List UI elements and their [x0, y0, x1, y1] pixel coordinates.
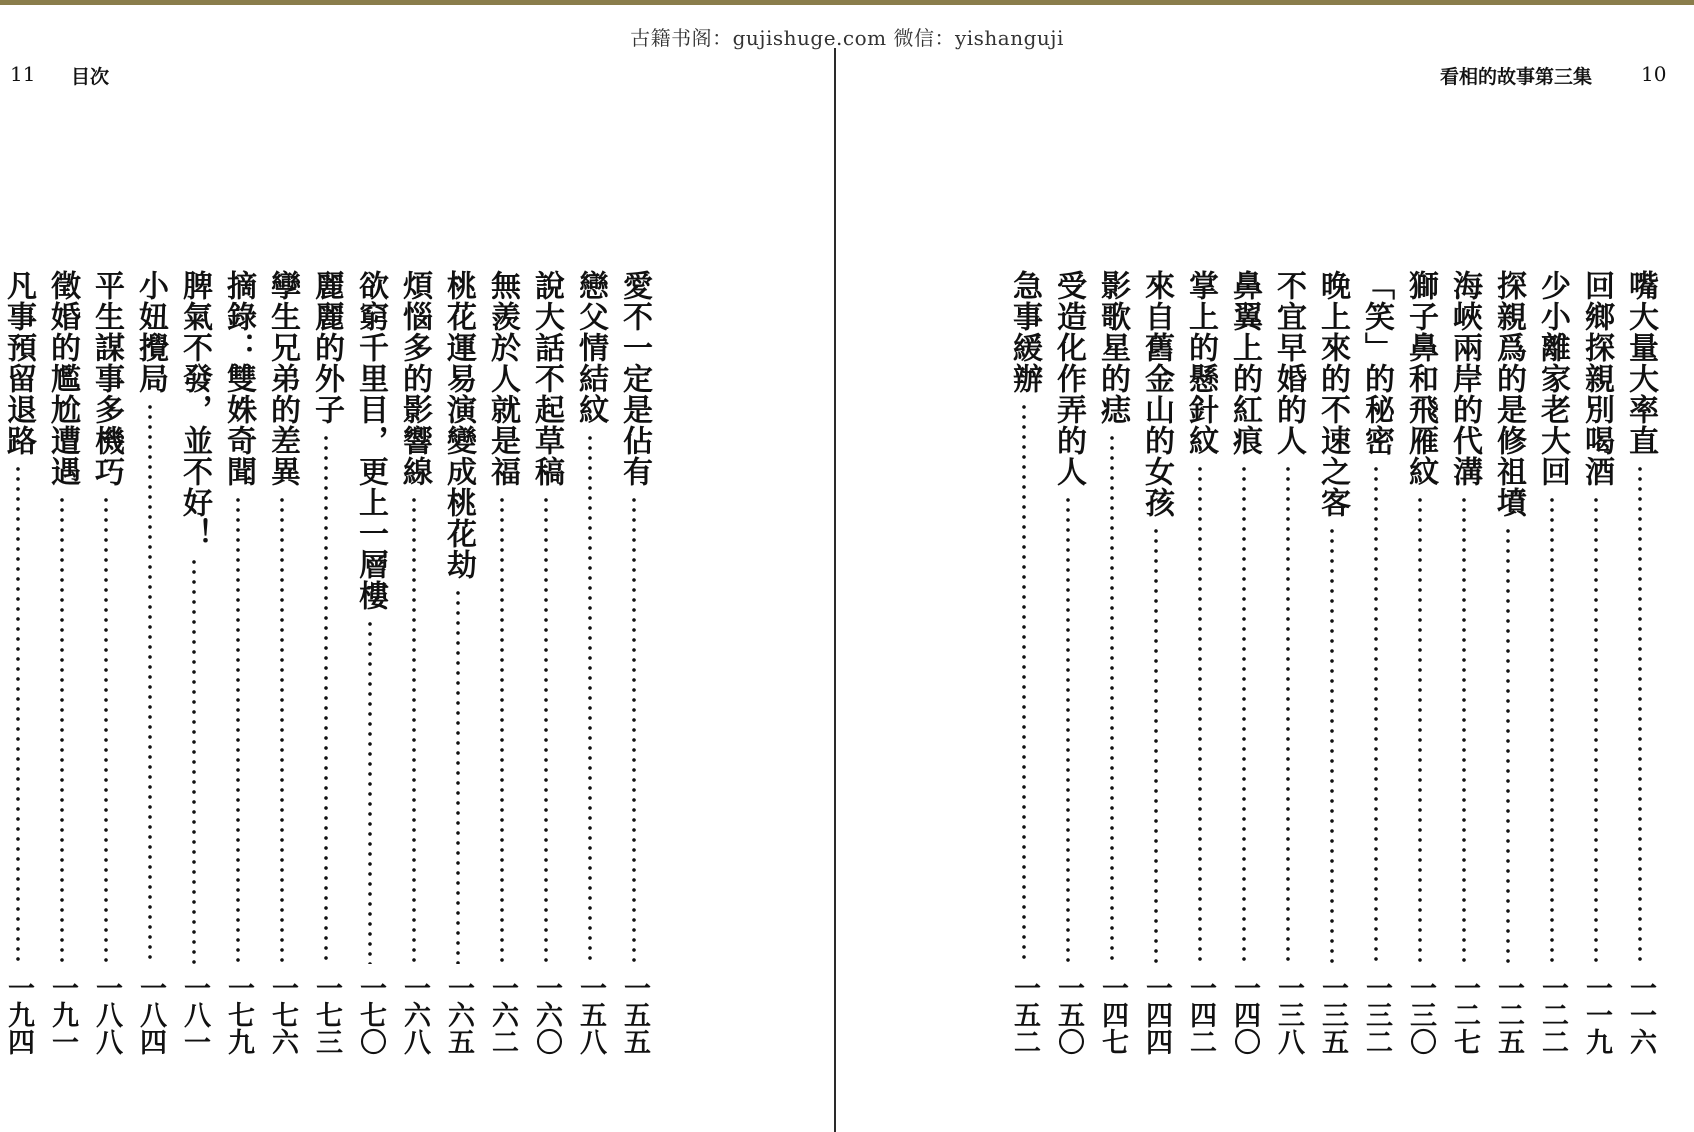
toc-entry-title: 欲窮千里目，更上一層樓: [353, 270, 388, 611]
toc-entry-page: 一八四: [135, 974, 166, 1055]
toc-entry-page: 一七三: [311, 974, 342, 1055]
toc-entry-title: 海峽兩岸的代溝: [1447, 270, 1482, 487]
toc-entry: [1181, 270, 1219, 1070]
toc-entry: [87, 270, 125, 1070]
book-spine: [834, 48, 836, 1132]
dot-leader: [1462, 495, 1466, 964]
toc-entry-title: 鼻翼上的紅痕: [1227, 270, 1262, 456]
toc-entry: [483, 270, 521, 1070]
toc-entry-title: 「笑」的秘密: [1359, 270, 1394, 456]
toc-entry-page: 一六二: [487, 974, 518, 1055]
toc-entry: [1401, 270, 1439, 1070]
toc-entry: [439, 270, 477, 1070]
toc-entry-title: 來自舊金山的女孩: [1139, 270, 1174, 518]
dot-leader: [324, 433, 328, 964]
toc-entry-page: 一六八: [399, 974, 430, 1055]
toc-entry-page: 一九四: [3, 974, 34, 1055]
toc-entry: [175, 270, 213, 1070]
toc-entry: [1357, 270, 1395, 1070]
toc-entry: [0, 270, 37, 1070]
dot-leader: [1550, 495, 1554, 964]
toc-entry: [1313, 270, 1351, 1070]
dot-leader: [104, 495, 108, 964]
toc-entry-title: 麗麗的外子: [309, 270, 344, 425]
toc-entry-page: 一二二: [1537, 974, 1568, 1055]
toc-entry-page: 一三五: [1317, 974, 1348, 1055]
dot-leader: [148, 402, 152, 964]
toc-entry: [1269, 270, 1307, 1070]
toc-entry: [1049, 270, 1087, 1070]
dot-leader: [1594, 495, 1598, 964]
toc-entry-title: 脾氣不發，並不好！: [177, 270, 212, 549]
toc-entry: [1005, 270, 1043, 1070]
toc-entry-title: 凡事預留退路: [1, 270, 36, 456]
toc-entry-title: 煩惱多的影響線: [397, 270, 432, 487]
toc-entry-page: 一四四: [1141, 974, 1172, 1055]
toc-entry: [1445, 270, 1483, 1070]
toc-entry-page: 一六五: [443, 974, 474, 1055]
toc-entry-page: 一五五: [619, 974, 650, 1055]
toc-entry-title: 桃花運易演變成桃花劫: [441, 270, 476, 580]
toc-entry-title: 急事緩辦: [1007, 270, 1042, 394]
toc-entry-page: 一五八: [575, 974, 606, 1055]
toc-entry-title: 小妞攪局: [133, 270, 168, 394]
toc-entry-title: 無羨於人就是福: [485, 270, 520, 487]
toc-entry-title: 獅子鼻和飛雁紋: [1403, 270, 1438, 487]
toc-entry-page: 一七九: [223, 974, 254, 1055]
dot-leader: [1374, 464, 1378, 964]
toc-entry: [43, 270, 81, 1070]
toc-entry-title: 平生謀事多機巧: [89, 270, 124, 487]
toc-entry-title: 嘴大量大率直: [1623, 270, 1658, 456]
toc-entry: [351, 270, 389, 1070]
dot-leader: [544, 495, 548, 964]
toc-entry: [219, 270, 257, 1070]
dot-leader: [280, 495, 284, 964]
dot-leader: [1506, 526, 1510, 964]
dot-leader: [60, 495, 64, 964]
toc-entry-page: 一一九: [1581, 974, 1612, 1055]
toc-entry-title: 受造化作弄的人: [1051, 270, 1086, 487]
toc-entry-page: 一七〇: [355, 974, 386, 1055]
toc-entry: [571, 270, 609, 1070]
left-page-number: 11: [10, 62, 36, 86]
top-border-strip: [0, 0, 1694, 5]
dot-leader: [1330, 526, 1334, 964]
dot-leader: [1242, 464, 1246, 964]
dot-leader: [16, 464, 20, 964]
toc-entry-page: 一五二: [1009, 974, 1040, 1055]
toc-entry: [1533, 270, 1571, 1070]
dot-leader: [500, 495, 504, 964]
toc-entry-title: 少小離家老大回: [1535, 270, 1570, 487]
watermark: 古籍书阁：gujishuge.com 微信：yishanguji: [630, 26, 1064, 50]
toc-entry-page: 一八一: [179, 974, 210, 1055]
right-running-head: 看相的故事第三集: [1440, 66, 1593, 88]
toc-entry: [615, 270, 653, 1070]
toc-entry: [1093, 270, 1131, 1070]
dot-leader: [456, 588, 460, 964]
dot-leader: [1110, 433, 1114, 964]
toc-entry-page: 一三八: [1273, 974, 1304, 1055]
toc-entry-page: 一四〇: [1229, 974, 1260, 1055]
toc-entry: [1225, 270, 1263, 1070]
toc-entry-page: 一三二: [1361, 974, 1392, 1055]
dot-leader: [412, 495, 416, 964]
dot-leader: [1066, 495, 1070, 964]
toc-entry: [1621, 270, 1659, 1070]
dot-leader: [1286, 464, 1290, 964]
toc-entry-title: 戀父情結紋: [573, 270, 608, 425]
toc-entry: [307, 270, 345, 1070]
dot-leader: [192, 557, 196, 964]
toc-entry-page: 一八八: [91, 974, 122, 1055]
toc-entry-page: 一九一: [47, 974, 78, 1055]
toc-entry: [1577, 270, 1615, 1070]
toc-entry: [131, 270, 169, 1070]
toc-entry-page: 一二七: [1449, 974, 1480, 1055]
dot-leader: [1154, 526, 1158, 964]
toc-entry-page: 一七六: [267, 974, 298, 1055]
dot-leader: [1198, 464, 1202, 964]
toc-entry-page: 一三〇: [1405, 974, 1436, 1055]
dot-leader: [632, 495, 636, 964]
dot-leader: [236, 495, 240, 964]
toc-entry-title: 愛不一定是佔有: [617, 270, 652, 487]
toc-entry-title: 徵婚的尷尬遭遇: [45, 270, 80, 487]
dot-leader: [1638, 464, 1642, 964]
toc-entry: [263, 270, 301, 1070]
toc-entry-page: 一四二: [1185, 974, 1216, 1055]
toc-entry-title: 說大話不起草稿: [529, 270, 564, 487]
toc-entry: [527, 270, 565, 1070]
dot-leader: [1418, 495, 1422, 964]
toc-entry-title: 晚上來的不速之客: [1315, 270, 1350, 518]
toc-entry-page: 一六〇: [531, 974, 562, 1055]
dot-leader: [368, 619, 372, 964]
toc-entry-title: 回鄉探親別喝酒: [1579, 270, 1614, 487]
toc-entry: [1137, 270, 1175, 1070]
toc-entry-title: 探親爲的是修祖墳: [1491, 270, 1526, 518]
toc-entry-title: 掌上的懸針紋: [1183, 270, 1218, 456]
toc-entry: [1489, 270, 1527, 1070]
toc-entry-page: 一一六: [1625, 974, 1656, 1055]
toc-entry-page: 一五〇: [1053, 974, 1084, 1055]
toc-entry-title: 不宜早婚的人: [1271, 270, 1306, 456]
toc-entry-title: 摘錄：雙姝奇聞: [221, 270, 256, 487]
left-running-head: 目次: [71, 66, 110, 88]
right-page-number: 10: [1641, 62, 1667, 86]
toc-entry-title: 影歌星的痣: [1095, 270, 1130, 425]
toc-entry: [395, 270, 433, 1070]
toc-entry-title: 孿生兄弟的差異: [265, 270, 300, 487]
toc-entry-page: 一四七: [1097, 974, 1128, 1055]
dot-leader: [1022, 402, 1026, 964]
toc-entry-page: 一二五: [1493, 974, 1524, 1055]
dot-leader: [588, 433, 592, 964]
